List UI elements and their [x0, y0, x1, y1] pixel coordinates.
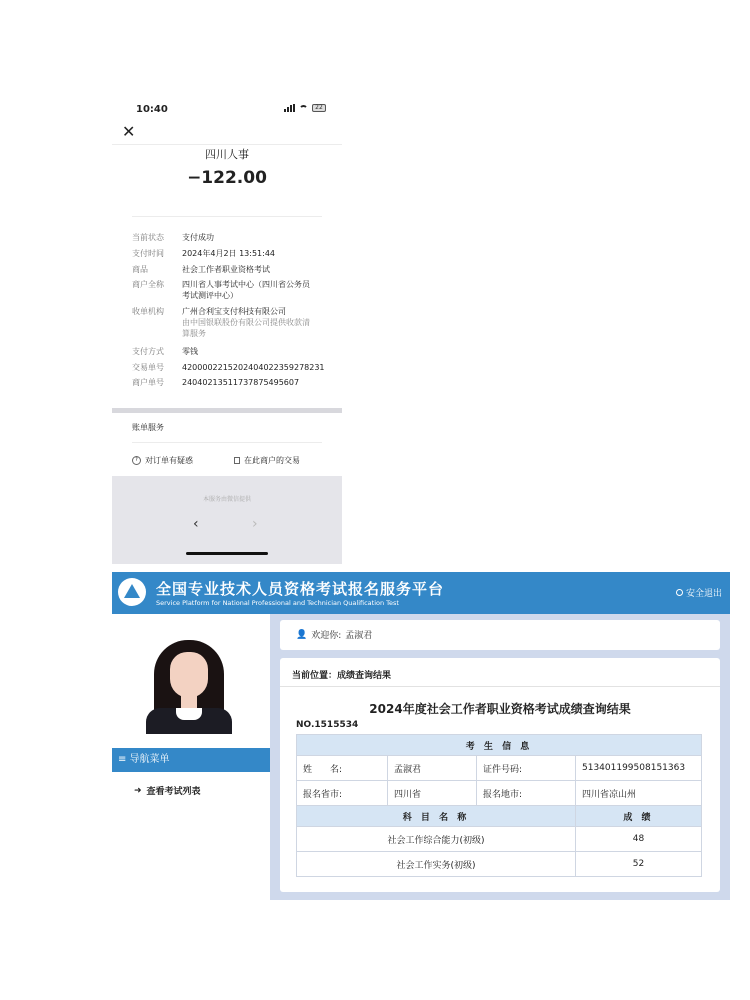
divider	[280, 686, 720, 687]
detail-subline: 由中国银联股份有限公司提供收款清	[182, 318, 310, 327]
detail-row-product	[132, 264, 270, 275]
subject-name: 社会工作实务(初级)	[297, 852, 576, 877]
candidate-info-header: 考 生 信 息	[297, 735, 702, 756]
detail-value	[182, 306, 310, 339]
detail-value: 社会工作者职业资格考试	[182, 265, 270, 274]
candidate-photo	[146, 638, 232, 734]
bill-service-title: 账单服务	[132, 423, 164, 432]
status-time: 10:40	[136, 104, 168, 115]
detail-line: 考试测评中心）	[182, 291, 238, 300]
exam-platform-screen	[112, 572, 730, 900]
detail-row-acquirer	[132, 306, 310, 339]
province-label: 报名省市:	[297, 781, 388, 806]
divider	[112, 144, 342, 145]
home-indicator[interactable]	[186, 552, 268, 555]
table-row	[297, 806, 702, 827]
result-title: 2024年度社会工作者职业资格考试成绩查询结果	[369, 702, 631, 716]
detail-label: 收单机构	[132, 307, 164, 316]
detail-row-merchant-full	[132, 279, 310, 301]
name-value: 孟淑君	[388, 756, 477, 781]
id-value: 513401199508151363	[576, 756, 702, 781]
link-label: 在此商户的交易	[244, 456, 300, 465]
welcome-bar	[280, 620, 720, 650]
main-content	[270, 614, 730, 900]
detail-label: 当前状态	[132, 233, 164, 242]
document-number: NO.1515534	[296, 720, 359, 730]
nav-menu-header[interactable]: ≡ 导航菜单	[112, 748, 270, 772]
exam-list-link[interactable]	[134, 784, 201, 797]
detail-value: 2024年4月2日 13:51:44	[182, 249, 276, 258]
detail-row-time	[132, 248, 275, 259]
arrow-right-icon: ➜	[134, 785, 142, 796]
location-value: 四川省凉山州	[576, 781, 702, 806]
section-divider	[112, 408, 342, 413]
divider	[132, 216, 322, 217]
detail-subline: 算服务	[182, 329, 206, 338]
subject-score: 48	[576, 827, 702, 852]
detail-row-merchant-no	[132, 377, 299, 388]
detail-label: 支付时间	[132, 249, 164, 258]
detail-row-transaction-no	[132, 362, 325, 373]
table-row	[297, 781, 702, 806]
province-value: 四川省	[388, 781, 477, 806]
document-icon	[234, 457, 240, 464]
detail-row-method	[132, 346, 198, 357]
browser-nav-area	[112, 476, 342, 564]
subject-name: 社会工作综合能力(初级)	[297, 827, 576, 852]
sidebar	[112, 614, 270, 900]
detail-value: 支付成功	[182, 233, 214, 242]
detail-value: 240402135117378754956​07	[182, 378, 300, 387]
table-row	[297, 735, 702, 756]
location-label: 报名地市:	[477, 781, 576, 806]
detail-value: 零钱	[182, 347, 198, 356]
forward-arrow-icon[interactable]: ›	[252, 516, 258, 532]
merchant-transactions-link[interactable]	[234, 455, 300, 466]
name-label: 姓 名:	[297, 756, 388, 781]
subject-header: 科 目 名 称	[297, 806, 576, 827]
platform-logo-icon	[118, 578, 146, 606]
result-panel	[280, 658, 720, 892]
welcome-label: 欢迎你:	[311, 631, 342, 641]
battery-icon: 22	[312, 104, 326, 112]
subject-score: 52	[576, 852, 702, 877]
close-icon[interactable]: ✕	[122, 122, 136, 141]
welcome-text	[296, 628, 372, 641]
score-table	[296, 734, 702, 877]
logout-label: 安全退出	[685, 589, 722, 599]
signal-icon	[284, 104, 295, 112]
detail-line: 广州合利宝支付科技有限公司	[182, 307, 286, 316]
merchant-name: 四川人事	[205, 148, 249, 161]
question-icon: ?	[132, 456, 141, 465]
detail-row-status	[132, 232, 214, 243]
detail-value: 4200002215202404022359278231	[182, 363, 325, 372]
score-header: 成 绩	[576, 806, 702, 827]
breadcrumb: 当前位置：成绩查询结果	[292, 671, 392, 681]
table-row	[297, 756, 702, 781]
detail-value	[182, 279, 310, 301]
payment-amount: −122.00	[187, 168, 267, 188]
platform-header	[112, 572, 730, 614]
menu-item-label: 查看考试列表	[146, 787, 201, 797]
table-row	[297, 827, 702, 852]
detail-label: 商户单号	[132, 378, 164, 387]
wifi-icon	[299, 105, 308, 112]
user-icon: 👤	[296, 629, 308, 640]
divider	[132, 442, 322, 443]
platform-title: 全国专业技术人员资格考试报名服务平台	[156, 580, 445, 598]
detail-label: 交易单号	[132, 363, 164, 372]
detail-label: 商品	[132, 265, 148, 274]
power-icon	[676, 589, 683, 596]
table-row	[297, 852, 702, 877]
status-icons	[284, 104, 326, 112]
service-provider-note: 本服务由微信提供	[202, 496, 251, 503]
detail-label: 商户全称	[132, 280, 164, 289]
back-arrow-icon[interactable]: ‹	[193, 516, 199, 532]
link-label: 对订单有疑惑	[145, 456, 193, 465]
platform-subtitle: Service Platform for National Professional and Technician Qualification Test	[156, 599, 399, 607]
id-label: 证件号码:	[477, 756, 576, 781]
logout-button[interactable]	[676, 586, 722, 599]
order-question-link[interactable]	[132, 455, 193, 466]
detail-line: 四川省人事考试中心（四川省公务员	[182, 280, 310, 289]
payment-receipt-screen	[112, 96, 342, 564]
detail-label: 支付方式	[132, 347, 164, 356]
user-name: 孟淑君	[345, 631, 373, 641]
